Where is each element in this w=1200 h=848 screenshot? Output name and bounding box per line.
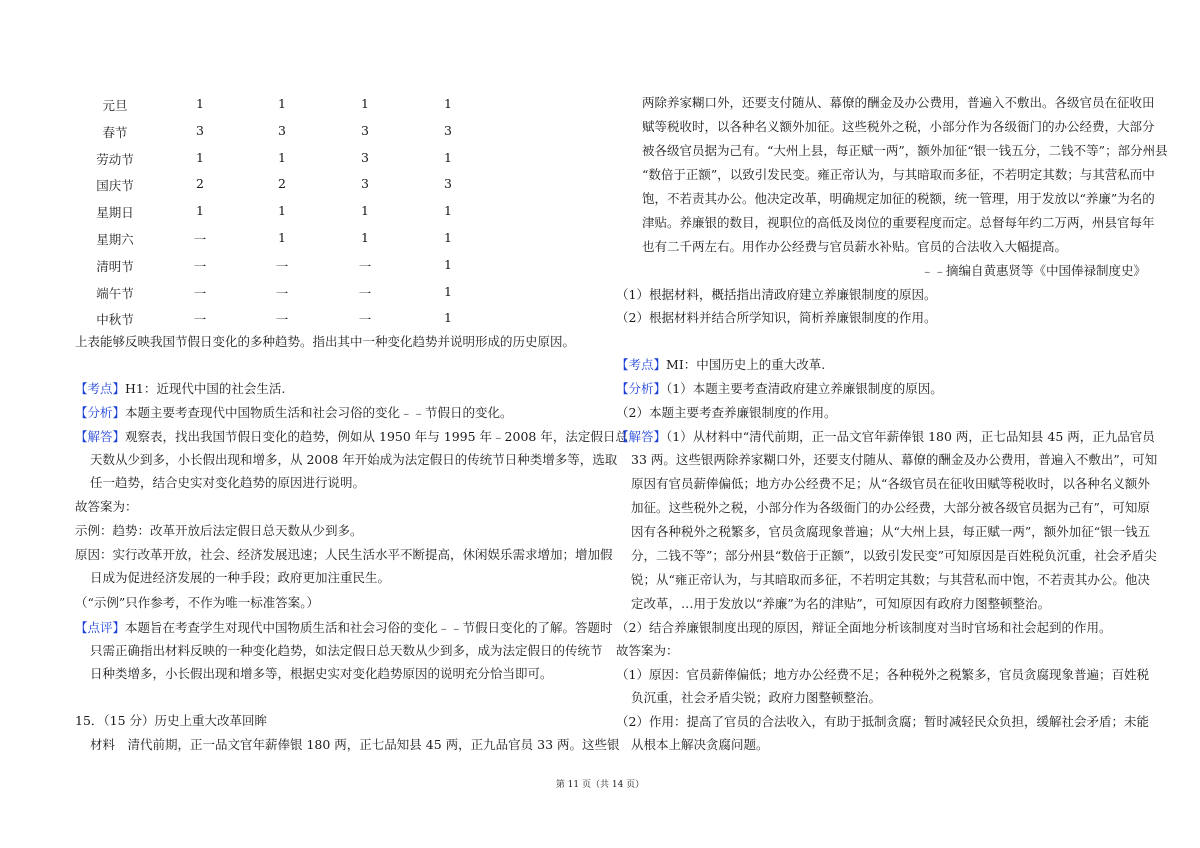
table-cell: 1 [444,149,452,165]
kaodian-text: H1：近现代中国的社会生活. [125,381,286,396]
table-cell: 1 [196,203,204,219]
table-cell: 3 [278,122,286,138]
jieda15-line-7: 锐；从“雍正帝认为，与其暗取而多征，不若明定其数；与其营私而中饱，不若责其办公。他决 [631,572,1150,587]
jieda-line-3: 任一趋势，结合史实对变化趋势的原因进行说明。 [90,475,366,490]
table-cell: 一 [193,232,207,247]
holiday-name: 元旦 [102,98,128,113]
question-text: 上表能够反映我国节假日变化的多种趋势。指出其中一种变化趋势并说明形成的历史原因。 [75,334,576,349]
material-line-2: 两除养家糊口外，还要支付随从、幕僚的酬金及办公费用，普遍入不敷出。各级官员在征收田 [642,95,1155,110]
holiday-name: 春节 [102,124,128,140]
holiday-name: 星期日 [96,205,134,221]
jieda15-line-8: 定改革，…用于发放以“养廉”为名的津贴”，可知原因有政府力图整顿整治。 [631,596,1051,611]
fenxi-tag-15: 【分析】 [616,381,667,396]
table-cell: 1 [444,310,452,326]
table-cell: 一 [193,312,207,328]
table-cell: 1 [278,230,286,245]
table-cell: 1 [444,283,452,299]
jieda15-line-5: 因有各种税外之税繁多，官员贪腐现象普遍；从“大州上县，每正赋一两”，额外加征“银一钱五 [631,524,1151,539]
table-cell: 3 [444,122,452,138]
table-cell: 一 [358,285,372,301]
dianping-line-1: 本题旨在考查学生对现代中国物质生活和社会习俗的变化﹣﹣节假日变化的了解。答题时 [125,620,613,635]
table-cell: 3 [361,176,369,192]
dianping-line-3: 日种类增多，小长假出现和增多等，根据史实对变化趋势原因的说明充分恰当即可。 [90,666,553,681]
jieda-tag-15: 【解答】 [616,429,667,444]
dianping-line-2: 只需正确指出材料反映的一种变化趋势，如法定假日总天数从少到多，成为法定假日的传统节 [90,643,603,658]
table-cell: 1 [444,96,452,111]
table-cell: 1 [361,203,369,219]
kaodian-tag-15: 【考点】 [616,357,667,372]
table-row [75,310,475,326]
material-line-3: 赋等税收时，以各种名义额外加征。这些税外之税，小部分作为各级衙门的办公经费，大部分 [642,119,1155,134]
jieda-line-2: 天数从少到多，小长假出现和增多，从 2008 年开始成为法定假日的传统节日种类增多等，选取 [90,452,618,467]
page-footer: 第 11 页（共 14 页） [555,780,645,790]
fenxi-line-1: （1）本题主要考查清政府建立养廉银制度的原因。 [666,381,943,396]
fenxi-text: 本题主要考查现代中国物质生活和社会习俗的变化﹣﹣节假日的变化。 [125,405,513,420]
material-line-4: 被各级官员据为己有。“大州上县，每正赋一两”，额外加征“银一钱五分，二钱不等”；部分州县 [642,143,1168,158]
table-cell: 一 [358,258,372,274]
subquestion-1: （1）根据材料，概括指出清政府建立养廉银制度的原因。 [616,287,937,302]
fenxi-section [75,405,605,421]
jieda15-line-1: （1）从材料中“清代前期，正一品文官年薪俸银 180 两，正七品知县 45 两，正九品官员 [666,429,1155,444]
table-cell: 1 [278,96,286,111]
table-cell: 1 [361,96,369,111]
table-row [75,257,475,273]
kaodian-section-15 [616,357,1146,373]
table-row [75,230,475,246]
table-cell: 一 [358,312,372,328]
kaodian-section [75,381,605,397]
table-cell: 1 [444,230,452,245]
table-cell: 3 [444,176,452,192]
holiday-name: 国庆节 [96,178,134,194]
kaodian-text-15: MI：中国历史上的重大改革. [666,357,826,372]
example-text: 示例：趋势：改革开放后法定假日总天数从少到多。 [75,523,363,538]
jieda15-line-3: 原因有官员薪俸偏低；地方办公经费不足；从“各级官员在征收田赋等税收时，以各种名义额外 [631,476,1150,491]
material-line-1: 材料 清代前期，正一品文官年薪俸银 180 两，正七品知县 45 两，正九品官员 33 两。这些银 [90,737,620,752]
reason-line-1: 原因：实行改革开放，社会、经济发展迅速；人民生活水平不断提高，休闲娱乐需求增加；增加假 [75,547,613,562]
dianping-section [75,620,613,636]
jieda-tag: 【解答】 [75,429,126,444]
table-cell: 1 [278,149,286,165]
table-cell: 一 [275,258,289,274]
jieda-section-15 [616,429,1155,445]
table-cell: 1 [196,96,204,111]
table-cell: 1 [278,203,286,219]
jieda15-line-4: 加征。这些税外之税，小部分作为各级衙门的办公经费，大部分被各级官员据为己有”，可知原 [631,500,1150,515]
subquestion-2: （2）根据材料并结合所学知识，简析养廉银制度的作用。 [616,310,937,325]
table-row [75,150,475,166]
answer-1-line-2: 负沉重，社会矛盾尖锐；政府力图整顿整治。 [631,690,882,705]
material-line-6: 饱，不若责其办公。他决定改革，明确规定加征的税额，统一管理，用于发放以“养廉”为名的 [642,191,1155,206]
jieda-section [75,429,628,445]
holiday-name: 星期六 [96,232,134,247]
question-15-title: 15．（15 分）历史上重大改革回眸 [75,713,268,728]
table-row [75,176,475,192]
table-cell: 3 [361,149,369,165]
table-cell: 一 [193,258,207,274]
answer-2-line-1: （2）作用：提高了官员的合法收入，有助于抵制贪腐；暂时减轻民众负担，缓解社会矛盾；未能 [616,714,1149,729]
table-cell: 3 [361,122,369,138]
table-cell: 1 [444,256,452,272]
kaodian-tag: 【考点】 [75,381,126,396]
material-source: ﹣﹣摘编自黄惠贤等《中国俸禄制度史》 [920,263,1146,278]
table-cell: 一 [275,312,289,328]
table-cell: 一 [275,285,289,301]
table-row [75,123,475,139]
note-text: （“示例”只作参考，不作为唯一标准答案。） [75,595,320,610]
table-cell: 1 [196,149,204,165]
jieda15-line-2: 33 两。这些银两除养家糊口外，还要支付随从、幕僚的酬金及办公费用，普遍入不敷出”，可知 [631,452,1158,467]
dianping-tag: 【点评】 [75,620,126,635]
fenxi-tag: 【分析】 [75,405,126,420]
table-cell: 3 [196,122,204,138]
table-cell: 2 [278,176,286,192]
table-cell: 2 [196,176,204,192]
answer-label-15: 故答案为： [616,643,679,658]
table-row [75,284,475,300]
holiday-name: 中秋节 [96,312,134,328]
answer-2-line-2: 从根本上解决贪腐问题。 [631,737,769,752]
material-line-5: “数倍于正额”，以致引发民变。雍正帝认为，与其暗取而多征，不若明定其数；与其营私而中 [642,167,1155,182]
answer-1-line-1: （1）原因：官员薪俸偏低；地方办公经费不足；各种税外之税繁多，官员贪腐现象普遍；百姓税 [616,667,1149,682]
material-line-7: 津贴。养廉银的数目，视职位的高低及岗位的重要程度而定。总督每年约二万两，州县官每年 [642,215,1155,230]
holiday-name: 劳动节 [96,151,134,167]
jieda-line-1: 观察表，找出我国节假日变化的趋势，例如从 1950 年与 1995 年﹣2008 年，法定假日总 [125,429,628,444]
table-cell: 1 [444,203,452,219]
answer-label: 故答案为： [75,499,138,514]
holiday-name: 端午节 [96,285,134,301]
table-cell: 一 [193,285,207,301]
fenxi-section-15 [616,381,1146,397]
reason-line-2: 日成为促进经济发展的一种手段；政府更加注重民生。 [90,570,391,585]
table-row [75,96,475,112]
fenxi-line-2: （2）本题主要考查养廉银制度的作用。 [616,405,837,420]
material-line-8: 也有二千两左右。用作办公经费与官员薪水补贴。官员的合法收入大幅提高。 [642,239,1068,254]
holiday-name: 清明节 [96,258,134,274]
jieda15-line-6: 分，二钱不等”；部分州县“数倍于正额”，以致引发民变”可知原因是百姓税负沉重，社会矛盾尖 [631,548,1157,563]
table-cell: 1 [361,230,369,245]
table-row [75,203,475,219]
jieda15-line-9: （2）结合养廉银制度出现的原因，辩证全面地分析该制度对当时官场和社会起到的作用。 [616,620,1112,635]
